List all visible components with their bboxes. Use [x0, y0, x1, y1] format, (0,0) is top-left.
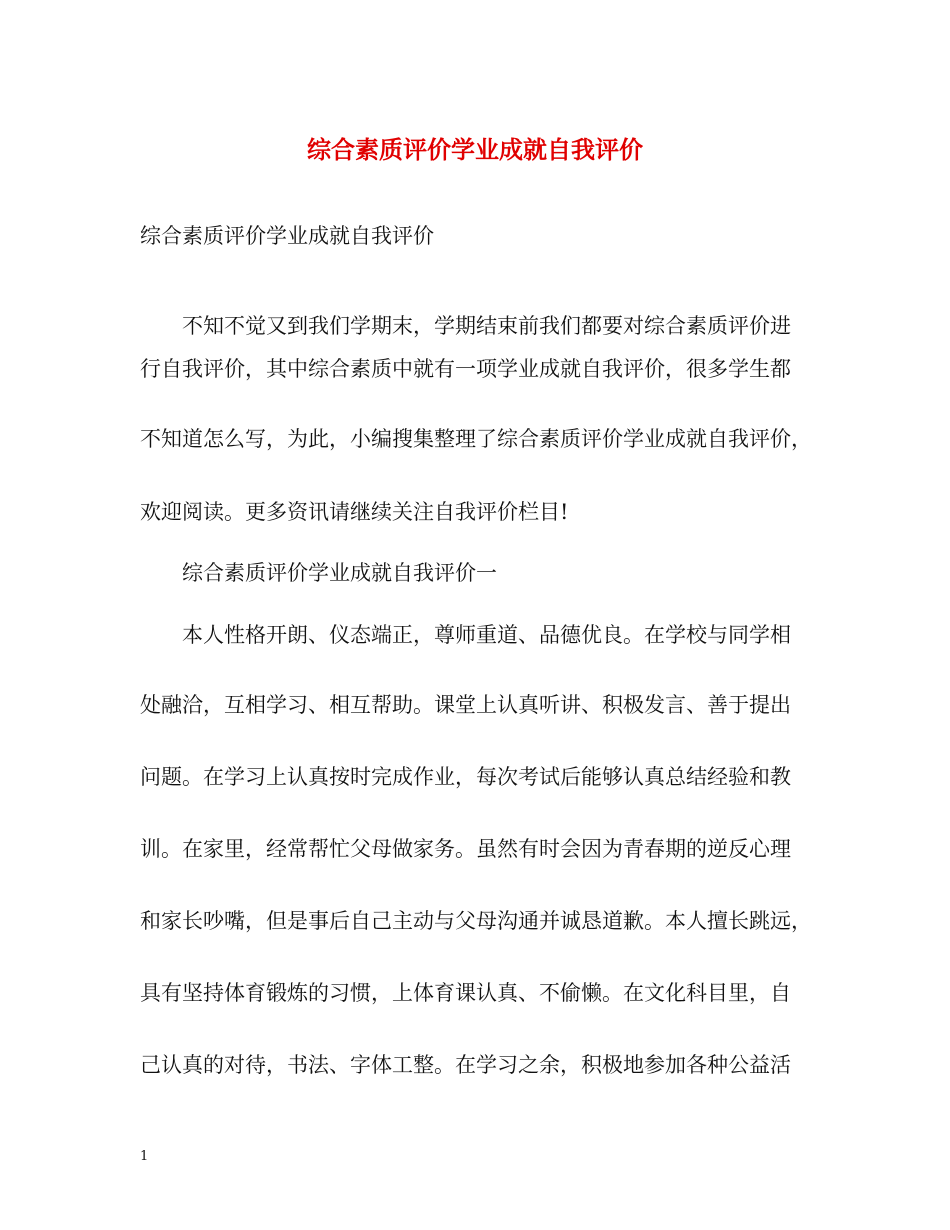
paragraph-line: 训。在家里，经常帮忙父母做家务。虽然有时会因为青春期的逆反心理 [140, 837, 791, 861]
page-number: 1 [140, 1149, 149, 1164]
paragraph-line: 处融洽，互相学习、相互帮助。课堂上认真听讲、积极发言、善于提出 [140, 693, 791, 717]
document-title: 综合素质评价学业成就自我评价 [307, 135, 643, 164]
paragraph-line: 本人性格开朗、仪态端正，尊师重道、品德优良。在学校与同学相 [182, 623, 791, 647]
paragraph-line: 和家长吵嘴，但是事后自己主动与父母沟通并诚恳道歉。本人擅长跳远， [140, 909, 812, 933]
paragraph-line: 行自我评价，其中综合素质中就有一项学业成就自我评价，很多学生都 [140, 357, 791, 381]
document-subtitle: 综合素质评价学业成就自我评价 [140, 224, 434, 248]
paragraph-line: 欢迎阅读。更多资讯请继续关注自我评价栏目! [140, 500, 569, 524]
section-heading: 综合素质评价学业成就自我评价一 [182, 561, 497, 585]
paragraph-line: 不知道怎么写，为此，小编搜集整理了综合素质评价学业成就自我评价， [140, 427, 812, 451]
paragraph-line: 问题。在学习上认真按时完成作业，每次考试后能够认真总结经验和教 [140, 765, 791, 789]
paragraph-line: 具有坚持体育锻炼的习惯，上体育课认真、不偷懒。在文化科目里，自 [140, 981, 791, 1005]
paragraph-line: 己认真的对待，书法、字体工整。在学习之余，积极地参加各种公益活 [140, 1053, 791, 1077]
paragraph-line: 不知不觉又到我们学期末，学期结束前我们都要对综合素质评价进 [182, 314, 791, 338]
